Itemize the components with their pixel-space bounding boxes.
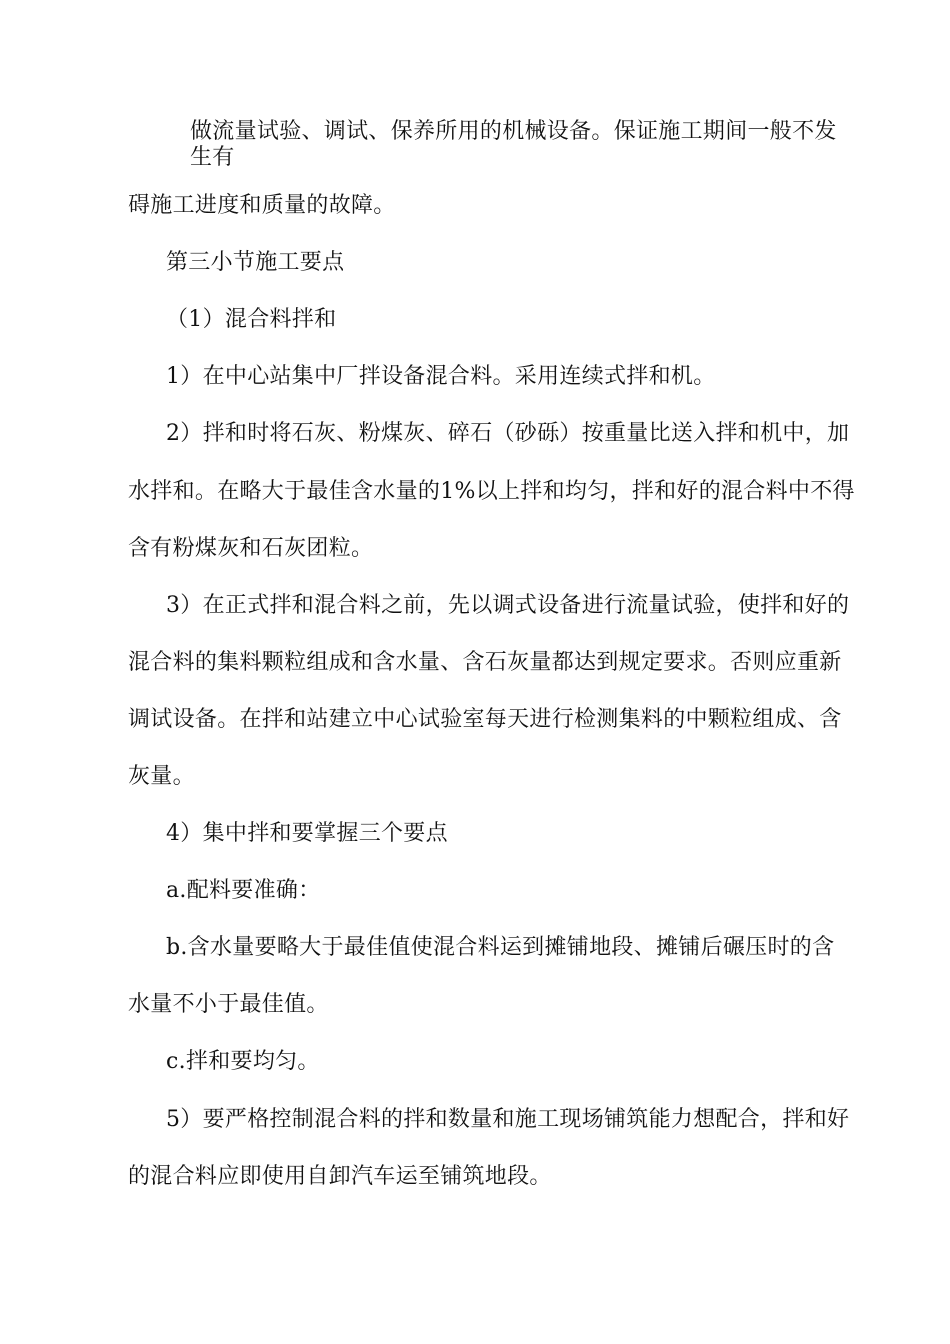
text-line-1: 做流量试验、调试、保养所用的机械设备。保证施工期间一般不发 — [190, 119, 837, 144]
text-line-10: 3）在正式拌和混合料之前，先以调式设备进行流量试验，使拌和好的 — [166, 593, 850, 618]
text-line-3: 碍施工进度和质量的故障。 — [128, 193, 396, 218]
subsection-heading: （1）混合料拌和 — [166, 307, 337, 332]
list-item-c: c.拌和要均匀。 — [166, 1049, 320, 1074]
text-line-12: 调试设备。在拌和站建立中心试验室每天进行检测集料的中颗粒组成、含 — [128, 707, 842, 732]
list-item-a: a.配料要准确： — [166, 878, 321, 903]
list-item-b: b.含水量要略大于最佳值使混合料运到摊铺地段、摊铺后碾压时的含 — [166, 935, 835, 960]
text-line-17: 水量不小于最佳值。 — [128, 992, 329, 1017]
text-line-13: 灰量。 — [128, 764, 195, 789]
text-line-6: 1）在中心站集中厂拌设备混合料。采用连续式拌和机。 — [166, 364, 716, 389]
section-heading: 第三小节施工要点 — [166, 250, 345, 275]
text-line-20: 的混合料应即使用自卸汽车运至铺筑地段。 — [128, 1164, 552, 1189]
text-line-11: 混合料的集料颗粒组成和含水量、含石灰量都达到规定要求。否则应重新 — [128, 650, 842, 675]
text-line-8: 水拌和。在略大于最佳含水量的1%以上拌和均匀，拌和好的混合料中不得 — [128, 479, 855, 504]
text-line-2: 生有 — [190, 145, 235, 170]
text-line-19: 5）要严格控制混合料的拌和数量和施工现场铺筑能力想配合，拌和好 — [166, 1107, 850, 1132]
text-line-7: 2）拌和时将石灰、粉煤灰、碎石（砂砾）按重量比送入拌和机中，加 — [166, 421, 850, 446]
text-line-9: 含有粉煤灰和石灰团粒。 — [128, 536, 374, 561]
text-line-14: 4）集中拌和要掌握三个要点 — [166, 821, 448, 846]
